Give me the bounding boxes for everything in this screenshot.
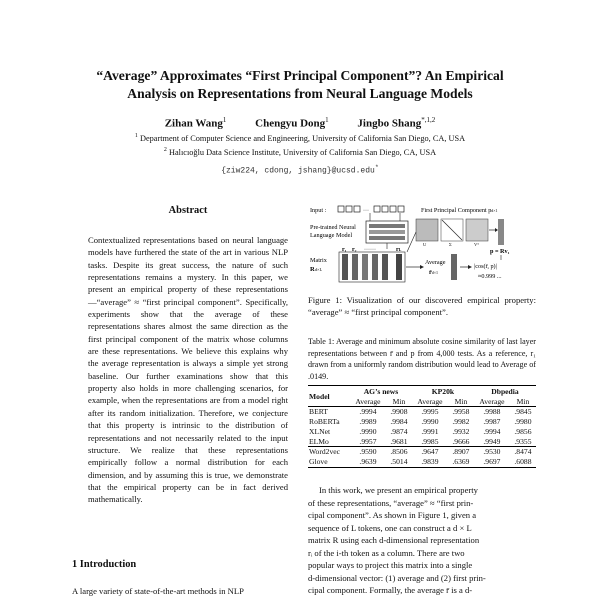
table-cell: .9856 [514,426,532,436]
table-cell: .9990 [421,417,439,427]
author-name: Jingbo Shang [357,117,422,130]
table-header-dataset: AG’s news [350,386,412,397]
table-cell: .9990 [359,426,377,436]
author-name: Zihan Wang [164,117,223,130]
fig-dots: ······ [364,247,376,253]
input-token-box [346,206,352,212]
email-text: {ziw224, cdong, jshang}@ucsd.edu [221,166,375,176]
fpc-sub: d×1 [491,208,498,213]
table-cell: .9982 [452,417,470,427]
author-affil-mark: 1 [222,116,227,124]
author-1 [165,116,227,130]
table-subheader-average: Average [350,397,386,407]
table-cell: .9666 [452,436,470,446]
abstract-heading: Abstract [168,205,208,216]
matrix-column [342,254,348,280]
rbar-sub: d×1 [431,270,439,275]
body-line: of these representations, “average” ≈ “first prin- [308,497,474,508]
table-cell: .9647 [412,447,448,457]
table-cell: .9697 [474,457,510,467]
table-cell: .6369 [448,457,474,467]
title-line-1: “Average” Approximates “First Principal Component”? An Empirical [96,68,504,83]
table-cell: .9639 [350,457,386,467]
table-row [308,447,536,457]
input-token-box [338,206,344,212]
abstract-text: Contextualized representations based on neural language models have furthered the state of the art in various NLP tasks. Despite its great success, the nature of such representations remains a mystery. In this paper, we present an empirical property of these representations—“average” ≈ “first principal component”. Specifically, experiments show that the average of these representations shares almost the same direction as the first principal component of the matrix whose columns are these representations. We believe this explains why the average representation is always a simple yet strong baseline. Our further examinations show that this property also holds in more challenging scenarios, for example, when the representations are from a model right after its random initialization. Therefore, we conjecture that this property is intrinsic to the distribution of representations and not necessarily related to the input structure. We realize that these representations empirically follow a normal distribution for each dimension, and by assuming this is true, we demonstrate that the empirical property can be in fact derived mathematically. [88,235,288,505]
table-cell: .9355 [514,436,532,446]
table-row [308,407,536,417]
fig-matrix-label: Matrix [310,257,327,264]
affil-mark: 2 [163,147,167,153]
table-group-contextual [308,407,536,447]
body-line: In this work, we present an empirical property [319,485,478,495]
figure-1 [308,202,536,290]
svd-sigma-label: Σ [449,242,452,247]
author-3 [357,116,435,130]
fig-rbar-label [429,269,438,276]
table-subheader-min: Min [510,397,536,407]
table-cell: .9874 [390,426,408,436]
matrix-R-symbol: R [310,266,315,273]
input-token-boxes [338,206,404,212]
author-affil-mark: 1 [325,116,329,124]
author-2 [255,116,329,130]
fig-r2-label: r₂ [352,247,357,253]
fig-cos-label: |cos(r̄, p)| [474,263,497,270]
table-cell: .9845 [514,407,532,417]
table-cell: .8506 [386,447,412,457]
matrix-column [382,254,388,280]
input-token-box [354,206,360,212]
figure-1-caption: Figure 1: Visualization of our discovered empirical property: “average” ≈ “first principal component”. [308,295,536,318]
table-row [308,437,536,447]
table-row [308,427,536,437]
fig-cos-value: ≈0.999 ... [478,273,502,280]
right-column-body [308,484,536,597]
body-line: rᵢ of the i-th token as a column. There are two [308,547,465,558]
table-cell: .9994 [483,426,501,436]
table-cell: .9839 [412,457,448,467]
table-header-dataset: KP20k [412,386,474,397]
email-mark: * [374,163,379,171]
table-cell: .9949 [483,436,501,446]
table-subheader-average: Average [412,397,448,407]
table-cell: .9958 [452,407,470,417]
input-token-box [398,206,404,212]
fpc-vector [498,219,504,245]
input-token-box [374,206,380,212]
body-line: popular ways to project this matrix into a single [308,560,473,570]
table-cell: .6088 [510,457,536,467]
table-cell-model: XLNet [309,426,331,436]
table-cell: .8907 [448,447,474,457]
affil-text: Department of Computer Science and Engineering, University of California San Diego, CA, USA [139,133,466,143]
fig-fpc-label [421,207,498,214]
affil-mark: 1 [134,133,138,139]
table-cell: .9995 [421,407,439,417]
fig-average-label: Average [425,259,446,266]
author-name: Chengyu Dong [255,117,326,130]
table-cell-model: BERT [309,407,328,417]
body-line: matrix R using each d-dimensional representation [308,535,480,545]
table-1-caption: Table 1: Average and minimum absolute cosine similarity of last layer representations between r̄ and p from 4,000 tests. As a reference, r₁ drawn from a uniformly random distribution would lead to Average of .0149. [308,337,536,381]
table-group-static [308,447,536,467]
table-cell-model: RoBERTa [309,417,340,427]
fig-input-label: Input : [310,207,327,214]
fig-matrix-symbol [310,266,322,273]
table-subheader-min: Min [448,397,474,407]
affiliation-1 [40,133,560,143]
body-line: cipal component. Formally, the average r̄ is a d- [308,585,473,595]
input-token-box [390,206,396,212]
fig-eq-label: p = Rv₁ [490,248,510,255]
table-cell: .9980 [514,417,532,427]
fig-input-dots: ··· [363,208,369,214]
input-token-box [382,206,388,212]
author-affil-mark: *,1,2 [421,116,436,124]
table-row [308,417,536,427]
matrix-R-sub: d×L [314,267,323,272]
table-cell: .9989 [359,417,377,427]
intro-heading: 1 Introduction [72,559,137,570]
svd-U-block [416,219,438,241]
affiliation-2 [40,147,560,157]
rbar-symbol: r̄ [429,269,432,276]
matrix-column [372,254,378,280]
table-cell: .9987 [483,417,501,427]
rL-sub: L [398,247,402,252]
table-row [308,457,536,467]
average-vector [451,254,457,280]
author-list [40,116,560,130]
table-header-dataset: Dbpedia [474,386,536,397]
table-cell-model: Word2vec [308,447,350,457]
table-cell: .9932 [452,426,470,436]
table-subheader-average: Average [474,397,510,407]
table-header-row [308,386,536,397]
body-line: cipal component”. As shown in Figure 1, given a [308,510,477,520]
rL-symbol: r [396,247,399,253]
table-cell: .9590 [350,447,386,457]
figure-diagram [308,202,536,290]
plm-block [366,221,408,243]
svd-decomposition [416,219,488,247]
fig-plm-label-2: Language Model [310,232,353,239]
table-subheader-min: Min [386,397,412,407]
table-cell: .9984 [390,417,408,427]
fig-plm-label-1: Pre-trained Neural [310,224,356,231]
title-line-2: Analysis on Representations from Neural Language Models [127,85,473,101]
matrix-column [362,254,368,280]
table-cell: .9957 [359,436,377,446]
table-cell: .8474 [510,447,536,457]
paper-title [40,67,560,102]
fig-r1-label: r₁ [342,247,347,253]
table-cell: .9908 [390,407,408,417]
table-cell: .9681 [390,436,408,446]
table-cell: .9985 [421,436,439,446]
body-line: d-dimensional vector: (1) average and (2) first prin- [308,572,486,583]
matrix-columns [342,254,402,280]
author-email [40,163,560,176]
matrix-column [396,254,402,280]
svd-U-label: U [423,242,427,247]
affil-text: Halıcıoğlu Data Science Institute, University of California San Diego, CA, USA [169,147,437,157]
table-cell-model: Glove [308,457,350,467]
results-table [308,385,536,468]
table-cell: .9530 [474,447,510,457]
matrix-column [352,254,358,280]
fpc-text: First Principal Component p [421,207,492,214]
body-line: sequence of L tokens, one can construct a d × L [308,522,472,533]
table-cell: .9988 [483,407,501,417]
svd-V-block [466,219,488,241]
table-cell-model: ELMo [309,436,329,446]
table-cell: .9994 [359,407,377,417]
table-cell: .5014 [386,457,412,467]
table-header-model: Model [308,386,350,407]
intro-first-line: A large variety of state-of-the-art methods in NLP [72,586,244,596]
svd-V-label: Vᵀ [474,242,479,247]
table-cell: .9991 [421,426,439,436]
